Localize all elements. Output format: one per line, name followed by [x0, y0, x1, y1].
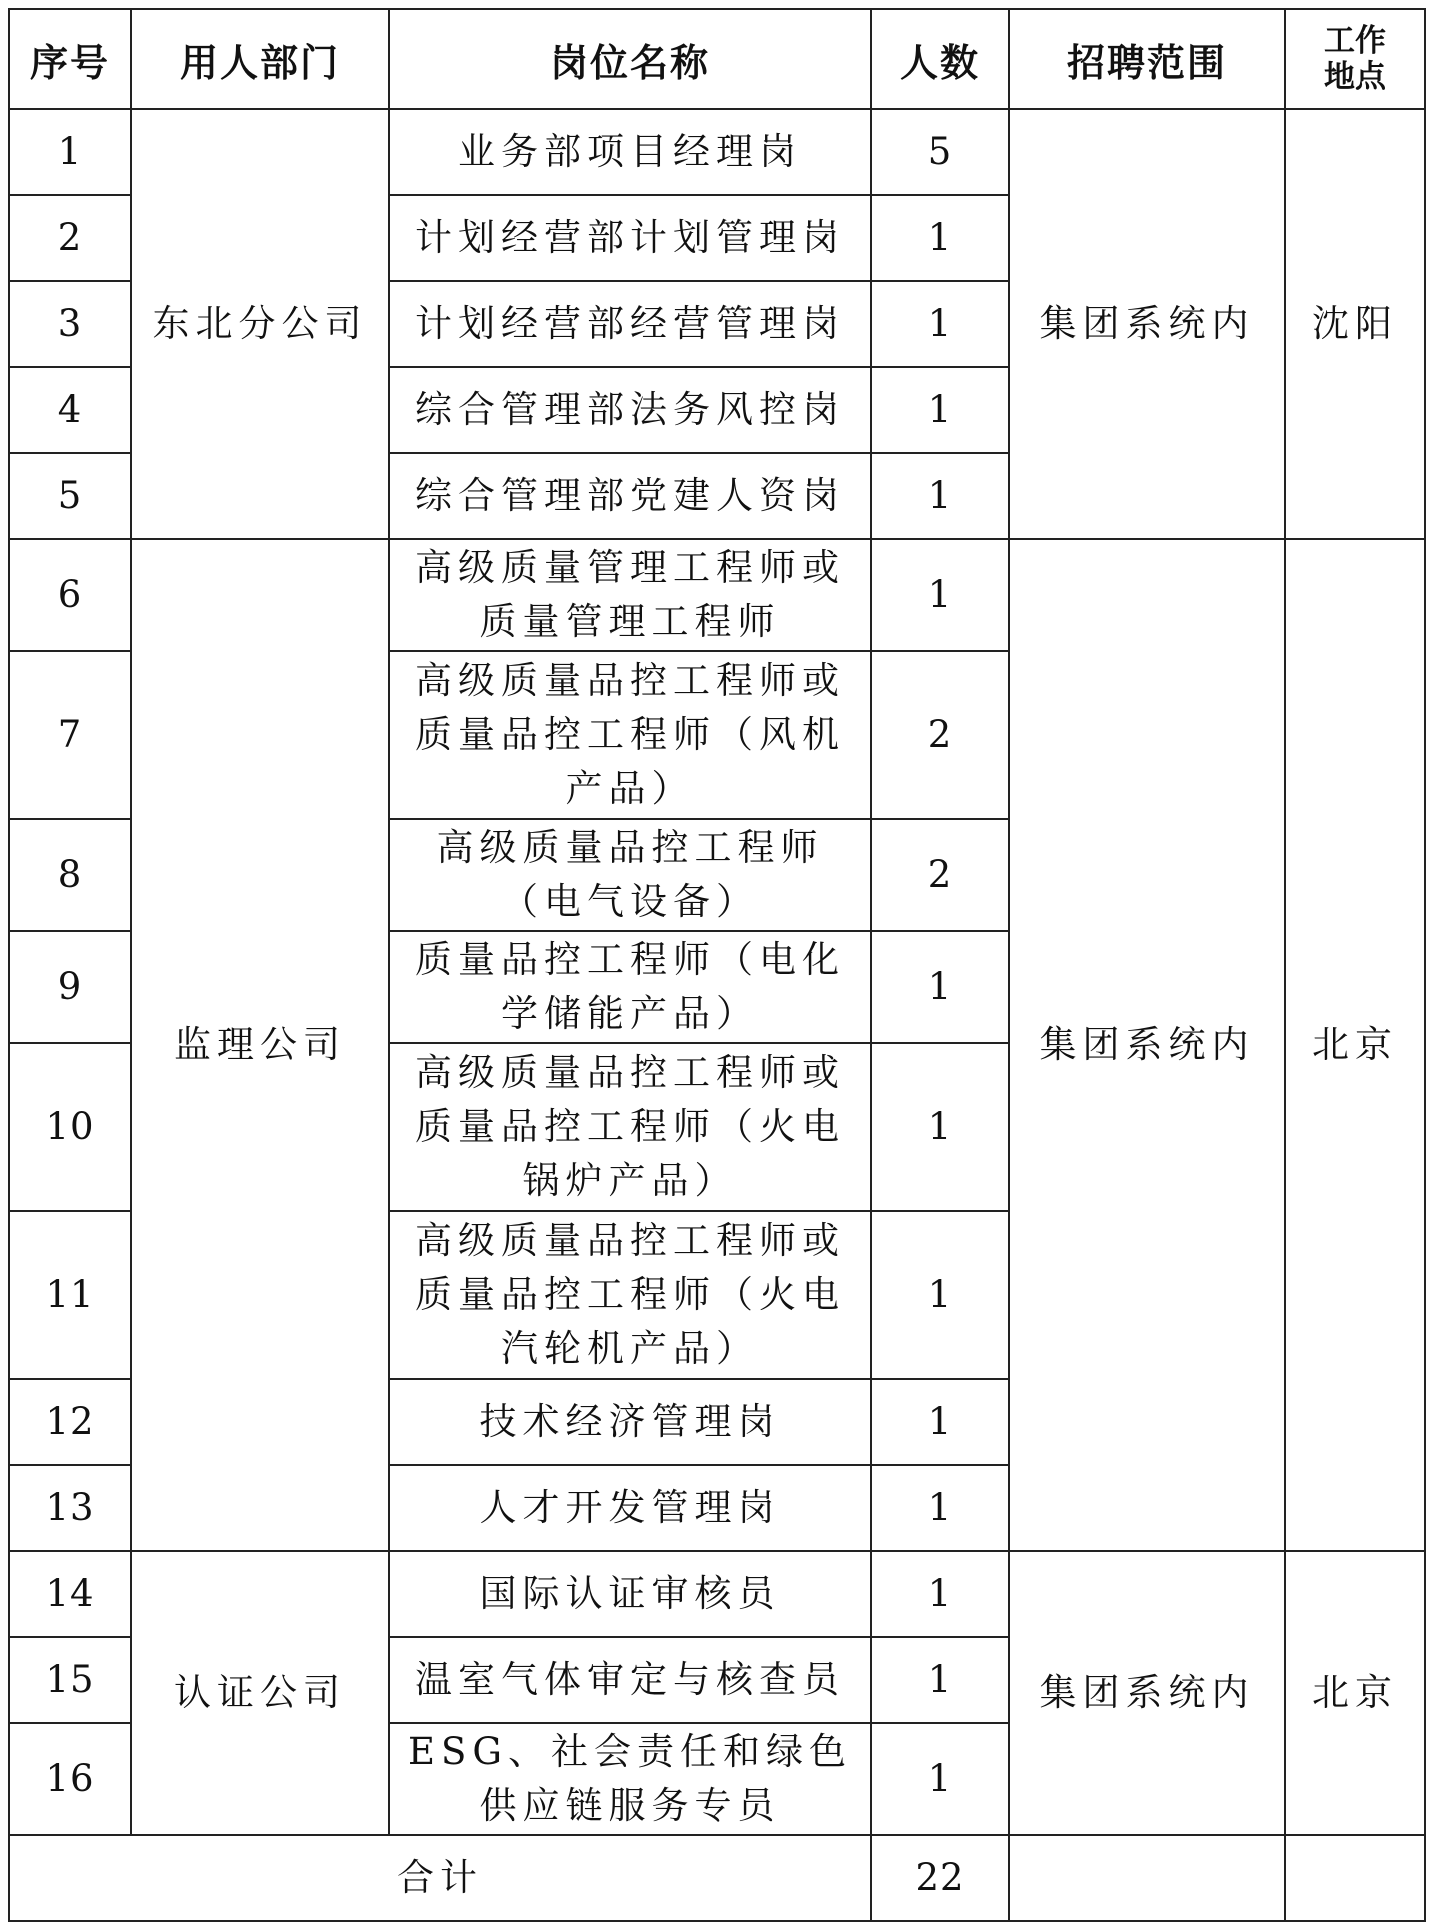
header-location-line1: 工作: [1324, 23, 1386, 59]
count-cell: 5: [871, 109, 1009, 195]
total-row: [9, 1835, 1425, 1921]
position-cell: 国际认证审核员: [389, 1551, 871, 1637]
seq-cell: 10: [9, 1043, 131, 1211]
total-count: 22: [871, 1835, 1009, 1921]
scope-cell: 集团系统内: [1009, 109, 1285, 539]
header-dept: 用人部门: [131, 9, 389, 109]
count-cell: 1: [871, 1551, 1009, 1637]
seq-cell: 9: [9, 931, 131, 1043]
count-cell: 1: [871, 1465, 1009, 1551]
scope-cell: 集团系统内: [1009, 539, 1285, 1551]
scope-cell: 集团系统内: [1009, 1551, 1285, 1835]
position-cell: 高级质量品控工程师（电气设备）: [389, 819, 871, 931]
header-seq: 序号: [9, 9, 131, 109]
count-cell: 1: [871, 367, 1009, 453]
seq-cell: 15: [9, 1637, 131, 1723]
header-location-line2: 地点: [1324, 59, 1386, 95]
seq-cell: 5: [9, 453, 131, 539]
total-location-empty: [1285, 1835, 1425, 1921]
seq-cell: 13: [9, 1465, 131, 1551]
count-cell: 1: [871, 539, 1009, 651]
seq-cell: 6: [9, 539, 131, 651]
seq-cell: 16: [9, 1723, 131, 1835]
seq-cell: 14: [9, 1551, 131, 1637]
seq-cell: 12: [9, 1379, 131, 1465]
position-cell: 技术经济管理岗: [389, 1379, 871, 1465]
table-row: [9, 1551, 1425, 1637]
total-label: 合计: [9, 1835, 871, 1921]
count-cell: 1: [871, 281, 1009, 367]
position-cell: 高级质量品控工程师或质量品控工程师（风机产品）: [389, 651, 871, 819]
count-cell: 1: [871, 1637, 1009, 1723]
position-cell: 高级质量品控工程师或质量品控工程师（火电锅炉产品）: [389, 1043, 871, 1211]
count-cell: 1: [871, 1379, 1009, 1465]
header-location: [1285, 9, 1425, 109]
position-cell: 温室气体审定与核查员: [389, 1637, 871, 1723]
position-cell: 人才开发管理岗: [389, 1465, 871, 1551]
header-count: 人数: [871, 9, 1009, 109]
count-cell: 2: [871, 651, 1009, 819]
position-cell: 业务部项目经理岗: [389, 109, 871, 195]
total-scope-empty: [1009, 1835, 1285, 1921]
count-cell: 2: [871, 819, 1009, 931]
dept-cell: 东北分公司: [131, 109, 389, 539]
seq-cell: 4: [9, 367, 131, 453]
table-row: [9, 109, 1425, 195]
seq-cell: 1: [9, 109, 131, 195]
seq-cell: 2: [9, 195, 131, 281]
count-cell: 1: [871, 1043, 1009, 1211]
position-cell: 高级质量品控工程师或质量品控工程师（火电汽轮机产品）: [389, 1211, 871, 1379]
seq-cell: 3: [9, 281, 131, 367]
location-cell: 沈阳: [1285, 109, 1425, 539]
seq-cell: 7: [9, 651, 131, 819]
header-scope: 招聘范围: [1009, 9, 1285, 109]
count-cell: 1: [871, 453, 1009, 539]
dept-cell: 认证公司: [131, 1551, 389, 1835]
location-cell: 北京: [1285, 539, 1425, 1551]
position-cell: 计划经营部经营管理岗: [389, 281, 871, 367]
header-position: 岗位名称: [389, 9, 871, 109]
position-cell: 综合管理部法务风控岗: [389, 367, 871, 453]
table-row: [9, 539, 1425, 651]
count-cell: 1: [871, 931, 1009, 1043]
position-cell: ESG、社会责任和绿色供应链服务专员: [389, 1723, 871, 1835]
position-cell: 计划经营部计划管理岗: [389, 195, 871, 281]
seq-cell: 11: [9, 1211, 131, 1379]
dept-cell: 监理公司: [131, 539, 389, 1551]
position-cell: 质量品控工程师（电化学储能产品）: [389, 931, 871, 1043]
count-cell: 1: [871, 195, 1009, 281]
header-row: [9, 9, 1425, 109]
count-cell: 1: [871, 1211, 1009, 1379]
position-cell: 高级质量管理工程师或质量管理工程师: [389, 539, 871, 651]
seq-cell: 8: [9, 819, 131, 931]
position-cell: 综合管理部党建人资岗: [389, 453, 871, 539]
location-cell: 北京: [1285, 1551, 1425, 1835]
recruitment-table: [8, 8, 1426, 1922]
count-cell: 1: [871, 1723, 1009, 1835]
